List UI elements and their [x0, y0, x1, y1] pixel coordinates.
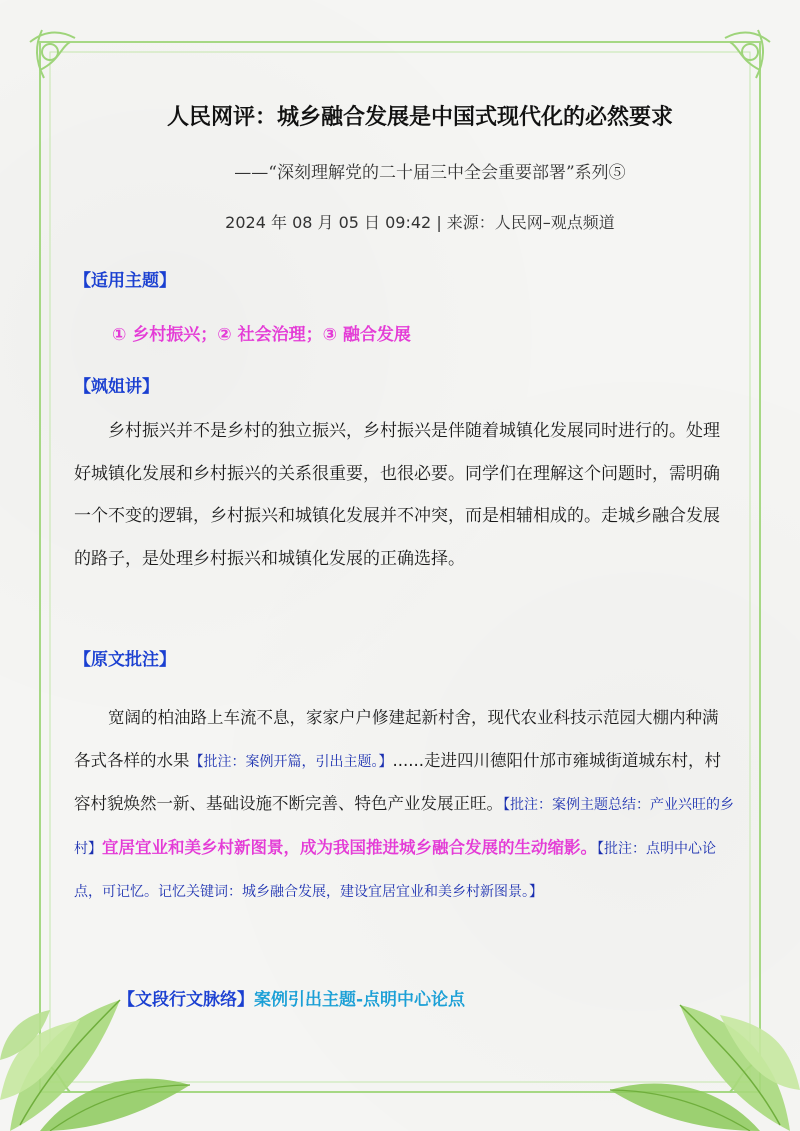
- structure-heading: 【文段行文脉络】: [118, 990, 254, 1010]
- lecture-heading: 【飒姐讲】: [74, 377, 159, 397]
- annotation-heading: 【原文批注】: [74, 650, 176, 670]
- central-argument-text: 宜居宜业和美乡村新图景，成为我国推进城乡融合发展的生动缩影。: [102, 837, 597, 857]
- article-title: 人民网评：城乡融合发展是中国式现代化的必然要求: [166, 105, 673, 130]
- lecture-text: 乡村振兴并不是乡村的独立振兴，乡村振兴是伴随着城镇化发展同时进行的。处理好城镇化发展和乡村振兴的关系很重要，也很必要。同学们在理解这个问题时，需明确一个不变的逻辑，乡村振兴和城镇化发展并不冲突，而是相辅相成的。走城乡融合发展的路子，是处理乡村振兴和城镇化发展的正确选择。: [74, 421, 720, 569]
- structure-line: [118, 985, 465, 1010]
- lecture-paragraph: [74, 410, 734, 580]
- annotated-text-1: 宽阔的柏油路上车流不息，家家户户修建起新村舍，现代农业科技示范园大棚内种满各式各样的水果: [74, 708, 719, 770]
- article-subtitle: ——“深刻理解党的二十届三中全会重要部署”系列⑤: [234, 163, 626, 183]
- annotated-text-2: ......走进四川德阳什邡市雍城街道城东村，村容村貌焕然一新、基础设施不断完善、特色产业发展正旺。: [74, 750, 721, 813]
- leaf-cluster-left-icon: [0, 1000, 190, 1131]
- topics-list: ① 乡村振兴；② 社会治理；③ 融合发展: [112, 325, 411, 345]
- annotation-note-3: 【批注：点明中心论点，可记忆。记忆关键词：城乡融合发展，建设宜居宜业和美乡村新图景。】: [74, 840, 716, 900]
- annotated-paragraph: [74, 697, 734, 914]
- annotation-note-2: 【批注：案例主题总结：产业兴旺的乡村】: [74, 797, 734, 857]
- topics-heading: 【适用主题】: [74, 271, 176, 291]
- leaf-cluster-right-icon: [610, 1005, 800, 1131]
- annotation-note-1: 【批注：案例开篇，引出主题。】: [189, 753, 393, 770]
- structure-text: 案例引出主题-点明中心论点: [254, 990, 466, 1010]
- article-meta: 2024 年 08 月 05 日 09:42 | 来源：人民网–观点频道: [225, 213, 615, 232]
